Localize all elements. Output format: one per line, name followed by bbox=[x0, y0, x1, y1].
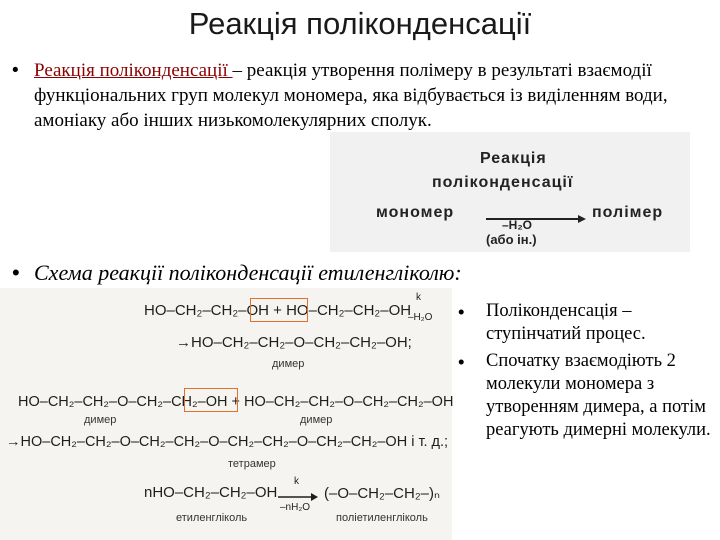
definition-text bbox=[34, 58, 712, 133]
scheme-monomer: мономер bbox=[376, 204, 455, 221]
scheme-polymer: полімер bbox=[592, 204, 664, 221]
rate-constant-1: k bbox=[416, 292, 421, 303]
scheme-heading-text: Схема реакції поліконденсації етиленгліколю: bbox=[34, 260, 462, 285]
dimer-label-2: димер bbox=[84, 414, 117, 426]
reaction-line-1: HO–CH₂–CH₂–OH + HO–CH₂–CH₂–OH bbox=[144, 302, 412, 319]
process-description bbox=[458, 300, 720, 446]
tetramer-label: тетрамер bbox=[228, 458, 276, 470]
reaction-line-3: HO–CH₂–CH₂–O–CH₂–CH₂–OH + HO–CH₂–CH₂–O–CH₂–CH₂–OH bbox=[18, 394, 454, 410]
byproduct-1: –H₂O bbox=[408, 312, 433, 323]
polyethylene-glycol-label: поліетиленгліколь bbox=[336, 512, 428, 524]
scheme-arrow-icon bbox=[486, 214, 586, 224]
bullet-dot: • bbox=[12, 260, 20, 285]
process-text-2: Спочатку взаємодіють 2 молекули мономера з утворенням димера, а потім реагують димерні молекули. bbox=[486, 351, 711, 440]
process-bullet-1 bbox=[458, 300, 720, 346]
bullet-dot: • bbox=[458, 351, 465, 372]
scheme-heading-bullet bbox=[12, 260, 712, 286]
rate-constant-2: k bbox=[294, 476, 299, 487]
term-polycondensation: Реакція поліконденсації bbox=[34, 60, 233, 81]
definition-body: – реакція утворення полімеру в результаті взаємодії функціональних груп молекул мономера, яка відбувається із виділенням води, амоніаку або інших низькомолекулярних сполук. bbox=[34, 60, 668, 131]
process-text-1: Поліконденсація – ступінчатий процес. bbox=[486, 301, 646, 344]
reaction-equations-image bbox=[0, 288, 452, 540]
reaction-line-2: →HO–CH₂–CH₂–O–CH₂–CH₂–OH; bbox=[176, 334, 412, 351]
slide-title: Реакція поліконденсації bbox=[188, 6, 532, 41]
byproduct-2: –nH₂O bbox=[280, 502, 311, 513]
bullet-dot: • bbox=[12, 60, 19, 81]
definition-bullet bbox=[12, 58, 712, 133]
reaction-line-5: nHO–CH₂–CH₂–OH bbox=[144, 484, 278, 501]
reaction-product-polymer: (–O–CH₂–CH₂–)ₙ bbox=[324, 485, 440, 502]
scheme-title-line2: поліконденсації bbox=[432, 174, 574, 191]
reaction-arrow-icon bbox=[278, 492, 318, 502]
ethylene-glycol-label: етиленгліколь bbox=[176, 512, 248, 524]
highlight-box-1 bbox=[250, 298, 308, 322]
bullet-dot: • bbox=[458, 301, 465, 322]
reaction-line-4: →HO–CH₂–CH₂–O–CH₂–CH₂–O–CH₂–CH₂–O–CH₂–CH₂–OH і т. д.; bbox=[6, 434, 449, 450]
process-bullet-2 bbox=[458, 350, 720, 442]
dimer-label-1: димер bbox=[272, 358, 305, 370]
polycondensation-scheme bbox=[330, 132, 690, 252]
scheme-byproduct: –H₂O bbox=[502, 218, 533, 232]
scheme-title-line1: Реакція bbox=[480, 150, 547, 167]
highlight-box-2 bbox=[184, 388, 238, 412]
scheme-or-other: (або ін.) bbox=[486, 232, 537, 247]
dimer-label-3: димер bbox=[300, 414, 333, 426]
